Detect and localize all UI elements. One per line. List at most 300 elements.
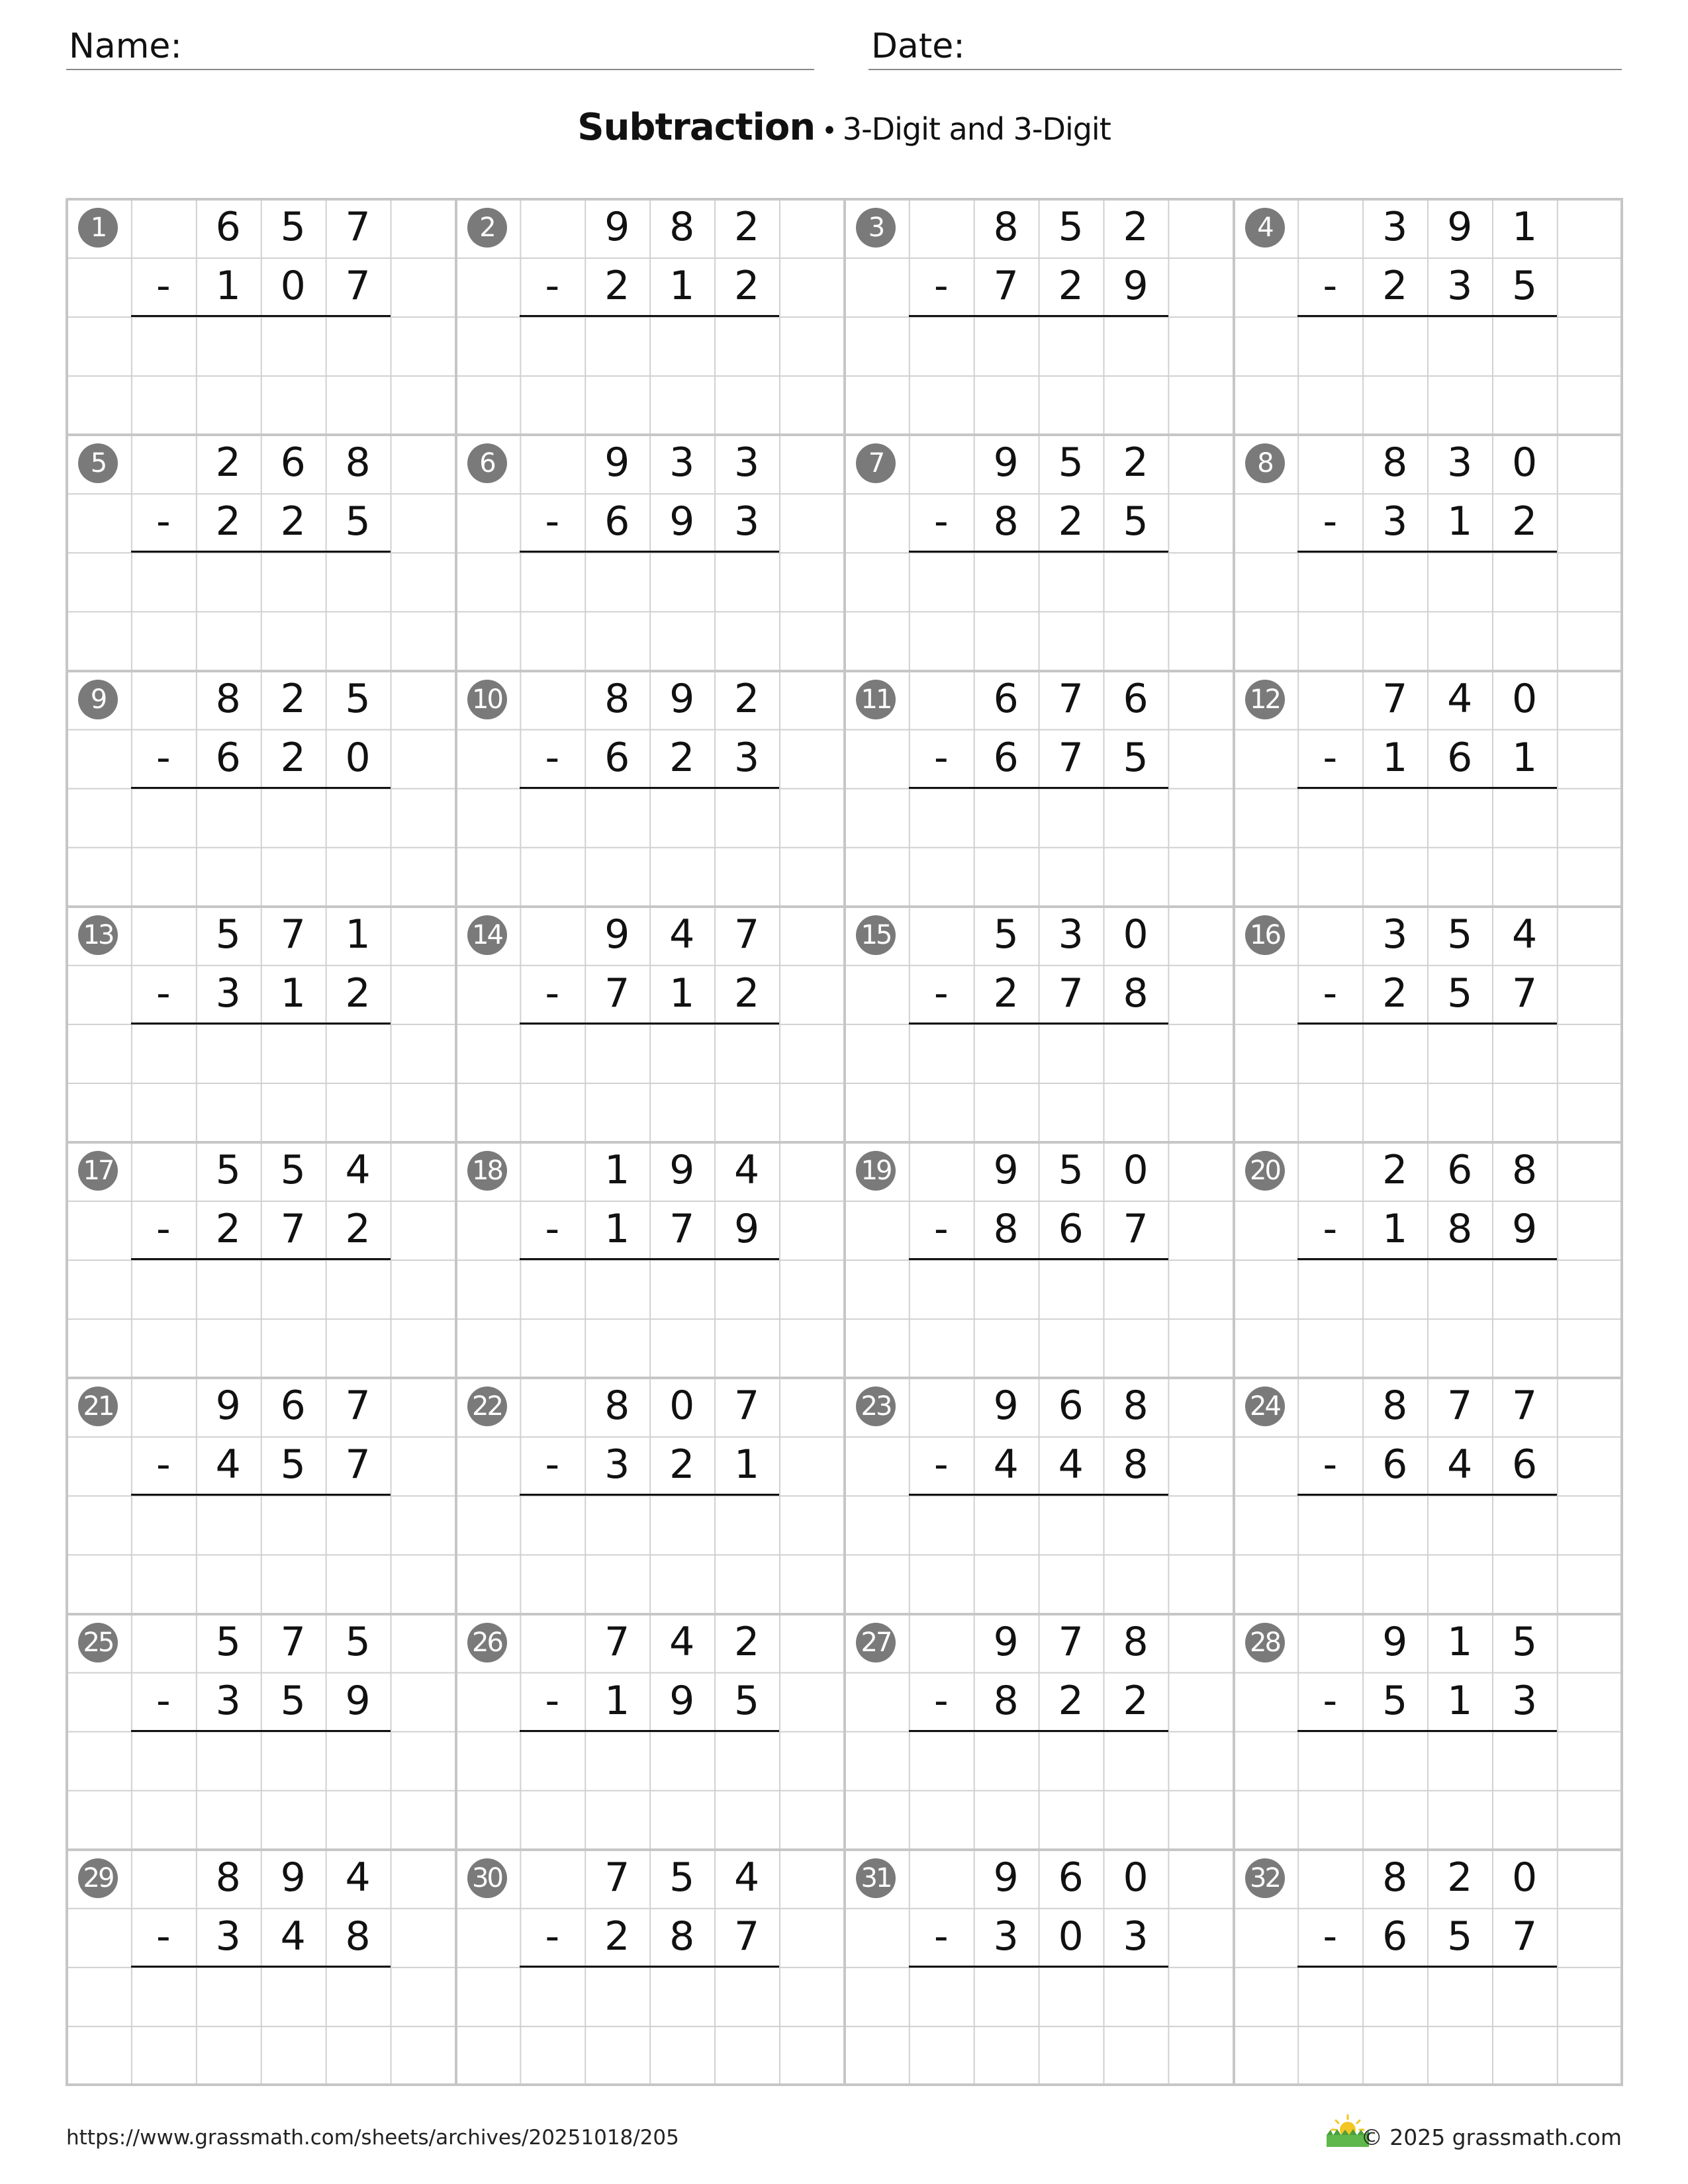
minuend-digit: 1	[1447, 1618, 1473, 1665]
answer-area[interactable]	[520, 553, 779, 666]
date-field[interactable]	[868, 24, 1622, 70]
minus-sign: -	[545, 734, 560, 781]
row-separator	[66, 2083, 1623, 2086]
minuend-digit: 7	[345, 204, 371, 250]
problem-number-badge: 1	[78, 208, 118, 248]
problem-number-badge: 15	[856, 915, 896, 955]
row-separator	[66, 670, 1623, 672]
answer-area[interactable]	[909, 1496, 1168, 1609]
answer-area[interactable]	[1297, 790, 1557, 902]
problem-28	[1233, 1614, 1622, 1849]
row-separator	[66, 198, 1623, 201]
problem-29	[66, 1849, 455, 2085]
subtrahend-digit: 3	[215, 1677, 241, 1724]
problem-17	[66, 1142, 455, 1377]
problem-number-badge: 10	[467, 680, 507, 719]
problem-24	[1233, 1377, 1622, 1613]
subtrahend-digit: 1	[1447, 498, 1473, 545]
minus-sign: -	[156, 1913, 171, 1960]
subtrahend-digit: 3	[1512, 1677, 1538, 1724]
minuend-digit: 8	[1123, 1618, 1149, 1665]
subtrahend-digit: 6	[1512, 1441, 1538, 1488]
problem-20	[1233, 1142, 1622, 1377]
subtrahend-digit: 4	[1447, 1441, 1473, 1488]
minus-sign: -	[156, 970, 171, 1017]
answer-area[interactable]	[131, 1733, 391, 1845]
minuend-digit: 4	[669, 911, 695, 958]
subtrahend-digit: 2	[1123, 1677, 1149, 1724]
answer-area[interactable]	[1297, 1496, 1557, 1609]
minuend-digit: 0	[1123, 1854, 1149, 1901]
problem-number-badge: 20	[1245, 1151, 1285, 1191]
answer-line	[909, 315, 1168, 317]
subtrahend-digit: 4	[1058, 1441, 1084, 1488]
minuend-digit: 6	[1123, 675, 1149, 722]
minuend-digit: 7	[280, 1618, 306, 1665]
minus-sign: -	[156, 734, 171, 781]
minuend-digit: 5	[1058, 439, 1084, 486]
minus-sign: -	[1323, 1206, 1338, 1252]
minuend-digit: 7	[734, 911, 760, 958]
problem-number-badge: 24	[1245, 1387, 1285, 1426]
subtrahend-digit: 2	[280, 734, 306, 781]
minuend-digit: 8	[1512, 1147, 1538, 1193]
minuend-digit: 9	[1382, 1618, 1408, 1665]
answer-line	[909, 1258, 1168, 1260]
answer-area[interactable]	[1297, 318, 1557, 430]
minuend-digit: 6	[993, 675, 1019, 722]
minuend-digit: 9	[280, 1854, 306, 1901]
answer-area[interactable]	[131, 553, 391, 666]
grid-border-right	[1620, 199, 1623, 2086]
minuend-digit: 2	[215, 439, 241, 486]
minuend-digit: 4	[734, 1854, 760, 1901]
subtrahend-digit: 6	[1058, 1206, 1084, 1252]
minuend-digit: 7	[1382, 675, 1408, 722]
subtrahend-digit: 7	[1512, 970, 1538, 1017]
minuend-digit: 8	[604, 1383, 630, 1430]
answer-line	[131, 315, 391, 317]
problem-25	[66, 1614, 455, 1849]
subtrahend-digit: 7	[604, 970, 630, 1017]
problem-number-badge: 23	[856, 1387, 896, 1426]
minuend-digit: 0	[1123, 911, 1149, 958]
subtrahend-digit: 9	[1123, 263, 1149, 309]
answer-area[interactable]	[131, 790, 391, 902]
problem-number-badge: 2	[467, 208, 507, 248]
minuend-digit: 9	[993, 1383, 1019, 1430]
minuend-digit: 4	[734, 1147, 760, 1193]
minuend-digit: 9	[604, 911, 630, 958]
subtrahend-digit: 2	[669, 734, 695, 781]
problem-15	[844, 906, 1233, 1142]
problem-number-badge: 18	[467, 1151, 507, 1191]
minuend-digit: 7	[1512, 1383, 1538, 1430]
minuend-digit: 5	[1058, 204, 1084, 250]
problem-number-badge: 13	[78, 915, 118, 955]
subtrahend-digit: 2	[993, 970, 1019, 1017]
minuend-digit: 9	[215, 1383, 241, 1430]
minus-sign: -	[934, 1441, 949, 1488]
problem-1	[66, 199, 455, 434]
minuend-digit: 1	[604, 1147, 630, 1193]
answer-area[interactable]	[131, 1261, 391, 1373]
problem-22	[455, 1377, 845, 1613]
answer-area[interactable]	[909, 318, 1168, 430]
minus-sign: -	[934, 1913, 949, 1960]
minuend-digit: 4	[1512, 911, 1538, 958]
minuend-digit: 8	[1382, 439, 1408, 486]
answer-area[interactable]	[131, 318, 391, 430]
row-separator	[66, 1141, 1623, 1144]
subtrahend-digit: 1	[669, 970, 695, 1017]
problem-number-badge: 17	[78, 1151, 118, 1191]
subtrahend-digit: 3	[1123, 1913, 1149, 1960]
problem-number-badge: 8	[1245, 443, 1285, 483]
minus-sign: -	[156, 1206, 171, 1252]
problem-13	[66, 906, 455, 1142]
answer-line	[131, 551, 391, 553]
problem-number-badge: 16	[1245, 915, 1285, 955]
subtrahend-digit: 2	[604, 1913, 630, 1960]
minuend-digit: 0	[1512, 1854, 1538, 1901]
name-field[interactable]	[66, 24, 814, 70]
answer-area[interactable]	[909, 790, 1168, 902]
minuend-digit: 5	[993, 911, 1019, 958]
minuend-digit: 2	[1123, 204, 1149, 250]
minuend-digit: 9	[604, 439, 630, 486]
footer-copyright: © 2025 grassmath.com	[1360, 2124, 1622, 2150]
answer-line	[909, 551, 1168, 553]
subtrahend-digit: 8	[993, 498, 1019, 545]
problem-grid	[66, 199, 1622, 2085]
answer-line	[131, 787, 391, 789]
subtrahend-digit: 3	[734, 734, 760, 781]
problem-5	[66, 434, 455, 670]
answer-line	[131, 1023, 391, 1024]
subtrahend-digit: 2	[1382, 970, 1408, 1017]
problem-12	[1233, 670, 1622, 906]
answer-area[interactable]	[131, 1968, 391, 2081]
minuend-digit: 7	[604, 1618, 630, 1665]
minuend-digit: 5	[1447, 911, 1473, 958]
answer-area[interactable]	[520, 1496, 779, 1609]
minus-sign: -	[545, 970, 560, 1017]
minuend-digit: 5	[1058, 1147, 1084, 1193]
minuend-digit: 8	[669, 204, 695, 250]
problem-31	[844, 1849, 1233, 2085]
answer-line	[1297, 1966, 1557, 1968]
subtrahend-digit: 7	[1058, 734, 1084, 781]
answer-line	[1297, 315, 1557, 317]
name-label: Name:	[69, 26, 182, 66]
subtrahend-digit: 6	[1447, 734, 1473, 781]
answer-area[interactable]	[909, 1261, 1168, 1373]
subtrahend-digit: 8	[1123, 970, 1149, 1017]
subtrahend-digit: 8	[669, 1913, 695, 1960]
subtrahend-digit: 2	[345, 1206, 371, 1252]
problem-7	[844, 434, 1233, 670]
subtrahend-digit: 1	[1512, 734, 1538, 781]
problem-number-badge: 21	[78, 1387, 118, 1426]
subtrahend-digit: 3	[734, 498, 760, 545]
answer-area[interactable]	[909, 553, 1168, 666]
answer-line	[909, 1023, 1168, 1024]
minuend-digit: 8	[993, 204, 1019, 250]
answer-line	[1297, 1258, 1557, 1260]
problem-number-badge: 12	[1245, 680, 1285, 719]
problem-number-badge: 31	[856, 1858, 896, 1898]
subtrahend-digit: 2	[215, 498, 241, 545]
minus-sign: -	[545, 498, 560, 545]
answer-area[interactable]	[1297, 1733, 1557, 1845]
row-separator	[66, 1377, 1623, 1379]
minuend-digit: 6	[215, 204, 241, 250]
problem-10	[455, 670, 845, 906]
subtrahend-digit: 7	[280, 1206, 306, 1252]
minuend-digit: 9	[993, 1618, 1019, 1665]
minuend-digit: 9	[993, 1854, 1019, 1901]
minus-sign: -	[545, 1441, 560, 1488]
answer-area[interactable]	[520, 318, 779, 430]
problem-number-badge: 4	[1245, 208, 1285, 248]
subtrahend-digit: 8	[993, 1677, 1019, 1724]
minuend-digit: 5	[1512, 1618, 1538, 1665]
answer-area[interactable]	[131, 1025, 391, 1138]
subtrahend-digit: 0	[1058, 1913, 1084, 1960]
problem-number-badge: 26	[467, 1623, 507, 1662]
minus-sign: -	[1323, 1677, 1338, 1724]
subtrahend-digit: 6	[1382, 1913, 1408, 1960]
problem-number-badge: 6	[467, 443, 507, 483]
subtrahend-digit: 2	[280, 498, 306, 545]
minuend-digit: 3	[734, 439, 760, 486]
problem-32	[1233, 1849, 1622, 2085]
subtrahend-digit: 8	[993, 1206, 1019, 1252]
subtrahend-digit: 5	[280, 1677, 306, 1724]
answer-line	[909, 787, 1168, 789]
minuend-digit: 8	[1382, 1854, 1408, 1901]
subtrahend-digit: 1	[604, 1206, 630, 1252]
answer-line	[131, 1258, 391, 1260]
answer-area[interactable]	[909, 1968, 1168, 2081]
minuend-digit: 3	[1382, 911, 1408, 958]
minuend-digit: 5	[345, 675, 371, 722]
minuend-digit: 9	[669, 675, 695, 722]
subtrahend-digit: 1	[1382, 1206, 1408, 1252]
answer-line	[909, 1966, 1168, 1968]
minus-sign: -	[1323, 1441, 1338, 1488]
problem-number-badge: 19	[856, 1151, 896, 1191]
subtrahend-digit: 2	[1512, 498, 1538, 545]
subtrahend-digit: 3	[215, 1913, 241, 1960]
problem-27	[844, 1614, 1233, 1849]
problem-number-badge: 27	[856, 1623, 896, 1662]
subtrahend-digit: 2	[1058, 1677, 1084, 1724]
answer-line	[1297, 787, 1557, 789]
problem-11	[844, 670, 1233, 906]
problem-16	[1233, 906, 1622, 1142]
subtrahend-digit: 5	[734, 1677, 760, 1724]
minuend-digit: 1	[345, 911, 371, 958]
minuend-digit: 4	[669, 1618, 695, 1665]
problem-2	[455, 199, 845, 434]
minuend-digit: 7	[345, 1383, 371, 1430]
title-main: Subtraction	[577, 106, 816, 149]
subtrahend-digit: 5	[345, 498, 371, 545]
subtrahend-digit: 5	[1447, 1913, 1473, 1960]
problem-18	[455, 1142, 845, 1377]
minuend-digit: 0	[669, 1383, 695, 1430]
minus-sign: -	[934, 734, 949, 781]
subtrahend-digit: 7	[345, 1441, 371, 1488]
minuend-digit: 2	[734, 204, 760, 250]
answer-line	[520, 1494, 779, 1496]
subtrahend-digit: 2	[669, 1441, 695, 1488]
subtrahend-digit: 8	[345, 1913, 371, 1960]
answer-area[interactable]	[1297, 1261, 1557, 1373]
problem-14	[455, 906, 845, 1142]
minus-sign: -	[1323, 734, 1338, 781]
minus-sign: -	[545, 1913, 560, 1960]
subtrahend-digit: 4	[215, 1441, 241, 1488]
subtrahend-digit: 2	[734, 263, 760, 309]
answer-area[interactable]	[1297, 1968, 1557, 2081]
minuend-digit: 2	[1123, 439, 1149, 486]
answer-line	[520, 551, 779, 553]
subtrahend-digit: 9	[734, 1206, 760, 1252]
answer-area[interactable]	[520, 790, 779, 902]
minuend-digit: 0	[1512, 439, 1538, 486]
subtrahend-digit: 2	[1058, 263, 1084, 309]
subtrahend-digit: 3	[993, 1913, 1019, 1960]
minuend-digit: 8	[604, 675, 630, 722]
subtrahend-digit: 1	[280, 970, 306, 1017]
minus-sign: -	[545, 263, 560, 309]
answer-line	[1297, 551, 1557, 553]
problem-number-badge: 7	[856, 443, 896, 483]
subtrahend-digit: 6	[215, 734, 241, 781]
problem-number-badge: 22	[467, 1387, 507, 1426]
minus-sign: -	[156, 1677, 171, 1724]
minuend-digit: 4	[345, 1854, 371, 1901]
subtrahend-digit: 9	[669, 1677, 695, 1724]
minuend-digit: 2	[280, 675, 306, 722]
subtrahend-digit: 1	[1447, 1677, 1473, 1724]
worksheet-title	[0, 106, 1688, 149]
minus-sign: -	[934, 498, 949, 545]
minuend-digit: 5	[215, 911, 241, 958]
minus-sign: -	[934, 1206, 949, 1252]
subtrahend-digit: 5	[1382, 1677, 1408, 1724]
problem-number-badge: 29	[78, 1858, 118, 1898]
subtrahend-digit: 1	[1382, 734, 1408, 781]
minuend-digit: 7	[1447, 1383, 1473, 1430]
subtrahend-digit: 1	[604, 1677, 630, 1724]
minus-sign: -	[156, 498, 171, 545]
subtrahend-digit: 3	[604, 1441, 630, 1488]
minuend-digit: 6	[280, 439, 306, 486]
answer-area[interactable]	[909, 1025, 1168, 1138]
subtrahend-digit: 7	[1058, 970, 1084, 1017]
subtrahend-digit: 7	[993, 263, 1019, 309]
minuend-digit: 4	[1447, 675, 1473, 722]
minuend-digit: 3	[669, 439, 695, 486]
answer-area[interactable]	[520, 1261, 779, 1373]
row-separator	[66, 905, 1623, 908]
minuend-digit: 3	[1447, 439, 1473, 486]
minuend-digit: 7	[604, 1854, 630, 1901]
problem-number-badge: 3	[856, 208, 896, 248]
subtrahend-digit: 7	[1123, 1206, 1149, 1252]
minuend-digit: 3	[1382, 204, 1408, 250]
answer-line	[909, 1730, 1168, 1732]
subtrahend-digit: 8	[1123, 1441, 1149, 1488]
minuend-digit: 0	[1512, 675, 1538, 722]
answer-area[interactable]	[520, 1968, 779, 2081]
answer-area[interactable]	[131, 1496, 391, 1609]
minus-sign: -	[545, 1677, 560, 1724]
answer-line	[1297, 1023, 1557, 1024]
subtrahend-digit: 3	[215, 970, 241, 1017]
answer-line	[520, 1258, 779, 1260]
title-separator: •	[821, 116, 837, 146]
problem-number-badge: 30	[467, 1858, 507, 1898]
minuend-digit: 8	[1123, 1383, 1149, 1430]
minuend-digit: 7	[280, 911, 306, 958]
minuend-digit: 2	[734, 1618, 760, 1665]
minuend-digit: 6	[1058, 1854, 1084, 1901]
answer-line	[520, 787, 779, 789]
problem-number-badge: 25	[78, 1623, 118, 1662]
problem-number-badge: 28	[1245, 1623, 1285, 1662]
minuend-digit: 1	[1512, 204, 1538, 250]
minus-sign: -	[156, 263, 171, 309]
minuend-digit: 8	[215, 1854, 241, 1901]
answer-area[interactable]	[520, 1025, 779, 1138]
answer-area[interactable]	[520, 1733, 779, 1845]
answer-line	[1297, 1494, 1557, 1496]
minus-sign: -	[934, 970, 949, 1017]
footer-url: https://www.grassmath.com/sheets/archives/20251018/205	[66, 2126, 679, 2150]
problem-8	[1233, 434, 1622, 670]
subtrahend-digit: 7	[734, 1913, 760, 1960]
minuend-digit: 4	[345, 1147, 371, 1193]
row-separator	[66, 1613, 1623, 1615]
minuend-digit: 9	[993, 1147, 1019, 1193]
answer-line	[520, 315, 779, 317]
answer-area[interactable]	[1297, 1025, 1557, 1138]
problem-6	[455, 434, 845, 670]
problem-30	[455, 1849, 845, 2085]
subtrahend-digit: 4	[280, 1913, 306, 1960]
answer-line	[1297, 1730, 1557, 1732]
subtrahend-digit: 2	[1382, 263, 1408, 309]
subtrahend-digit: 9	[1512, 1206, 1538, 1252]
minuend-digit: 5	[345, 1618, 371, 1665]
answer-area[interactable]	[1297, 553, 1557, 666]
problem-number-badge: 32	[1245, 1858, 1285, 1898]
minus-sign: -	[1323, 498, 1338, 545]
subtrahend-digit: 9	[345, 1677, 371, 1724]
subtrahend-digit: 2	[215, 1206, 241, 1252]
subtrahend-digit: 2	[604, 263, 630, 309]
minuend-digit: 8	[215, 675, 241, 722]
minus-sign: -	[934, 1677, 949, 1724]
subtrahend-digit: 1	[669, 263, 695, 309]
problem-26	[455, 1614, 845, 1849]
answer-area[interactable]	[909, 1733, 1168, 1845]
